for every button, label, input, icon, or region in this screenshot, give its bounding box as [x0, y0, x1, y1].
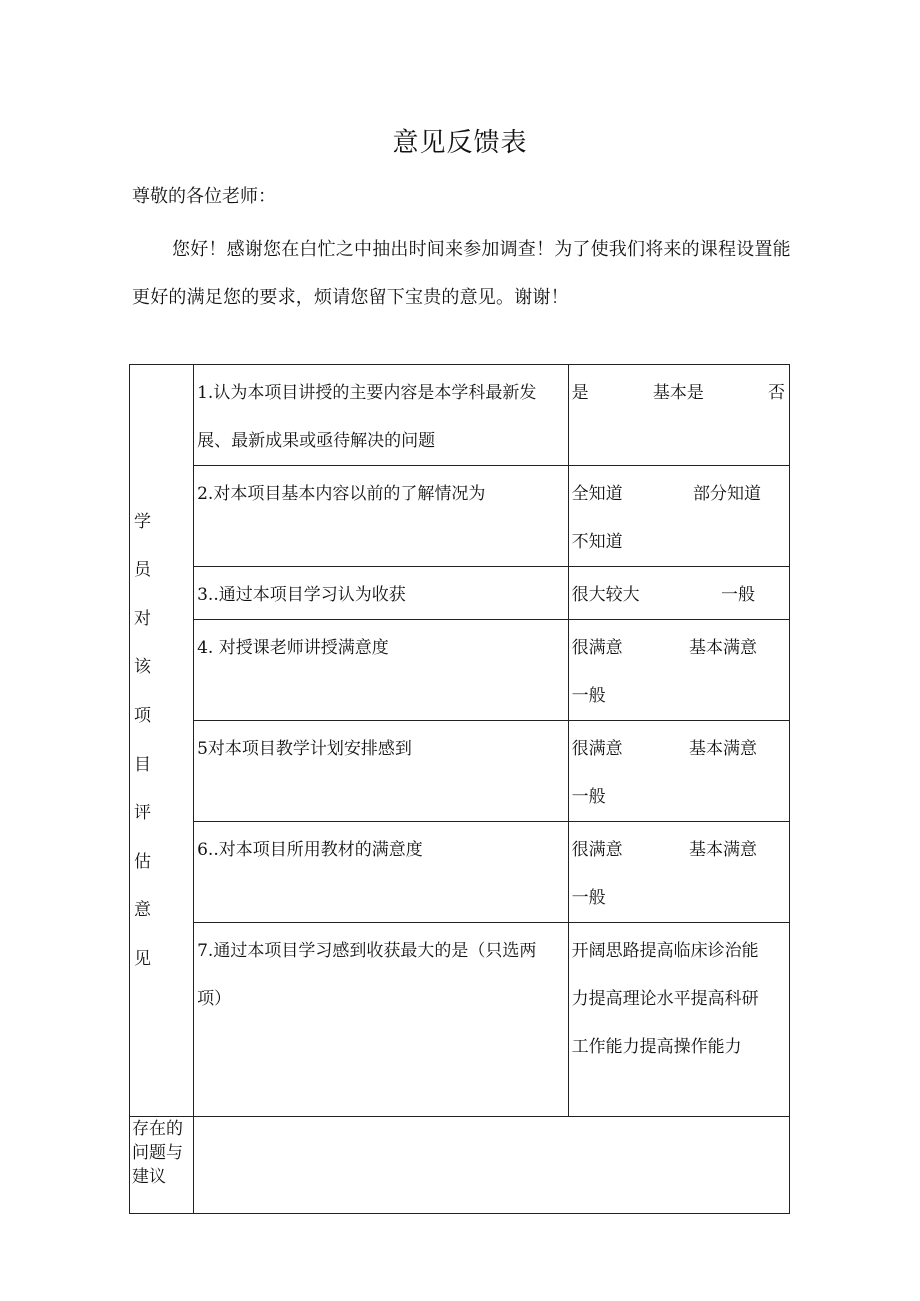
option[interactable]: 较大: [605, 585, 640, 605]
option[interactable]: 基本是: [652, 383, 704, 403]
option[interactable]: 一般: [571, 888, 606, 908]
answer-options-3[interactable]: [568, 567, 789, 620]
question-3: 3..通过本项目学习认为收获: [194, 567, 569, 620]
section-label-char: 意: [134, 900, 151, 921]
greeting: 尊敬的各位老师：: [132, 186, 276, 207]
option[interactable]: 开阔思路: [571, 941, 640, 961]
answer-options-2[interactable]: [568, 466, 789, 567]
question-row: [130, 365, 790, 466]
option[interactable]: 不知道: [571, 532, 623, 552]
section-label-char: 见: [134, 948, 151, 969]
option[interactable]: 基本满意: [689, 739, 757, 759]
question-6: 6..对本项目所用教材的满意度: [194, 822, 569, 923]
question-4: 4. 对授课老师讲授满意度: [194, 620, 569, 721]
section-label-char: 对: [134, 608, 151, 629]
question-7: 7.通过本项目学习感到收获最大的是（只选两项）: [194, 923, 569, 1117]
option[interactable]: 提高科研工作能力: [571, 989, 759, 1057]
section-label-char: 目: [134, 754, 151, 775]
section-label-char: 员: [134, 560, 151, 581]
option[interactable]: 很满意: [571, 840, 623, 860]
question-row: [130, 466, 790, 567]
option[interactable]: 部分知道: [693, 484, 761, 504]
issues-label: 存在的问题与建议: [130, 1117, 194, 1214]
feedback-table: [129, 364, 790, 1214]
section-label-char: 评: [134, 803, 151, 824]
option[interactable]: 很满意: [571, 739, 623, 759]
option[interactable]: 提高理论水平: [588, 989, 691, 1009]
option[interactable]: 是: [571, 383, 589, 403]
question-2: 2.对本项目基本内容以前的了解情况为: [194, 466, 569, 567]
question-row: [130, 567, 790, 620]
question-row: [130, 721, 790, 822]
option[interactable]: 全知道: [571, 484, 623, 504]
option[interactable]: 很大: [571, 585, 606, 605]
issues-row: [130, 1117, 790, 1214]
section-label: [130, 365, 194, 1117]
option[interactable]: 很满意: [571, 638, 623, 658]
option[interactable]: 一般: [571, 686, 606, 706]
answer-options-5[interactable]: [568, 721, 789, 822]
question-row: [130, 923, 790, 1117]
answer-options-7[interactable]: [568, 923, 789, 1117]
option[interactable]: 提高操作能力: [639, 1037, 742, 1057]
question-5: 5对本项目教学计划安排感到: [194, 721, 569, 822]
section-label-char: 学: [134, 511, 151, 532]
option[interactable]: 提高临床诊治能力: [571, 941, 759, 1009]
intro-paragraph: 您好！感谢您在白忙之中抽出时间来参加调查！为了使我们将来的课程设置能更好的满足您的要求，烦请您留下宝贵的意见。谢谢！: [132, 239, 791, 308]
answer-options-4[interactable]: [568, 620, 789, 721]
issues-input-area[interactable]: [194, 1117, 790, 1214]
question-row: [130, 822, 790, 923]
option[interactable]: 基本满意: [689, 638, 757, 658]
section-label-char: 估: [134, 851, 151, 872]
option[interactable]: 一般: [571, 787, 606, 807]
option[interactable]: 一般: [721, 585, 755, 605]
option[interactable]: 否: [768, 383, 785, 403]
section-label-char: 该: [134, 657, 151, 678]
question-row: [130, 620, 790, 721]
section-label-char: 项: [134, 705, 151, 726]
option[interactable]: 基本满意: [689, 840, 757, 860]
form-title: 意见反馈表: [392, 128, 528, 158]
answer-options-6[interactable]: [568, 822, 789, 923]
question-1: 1.认为本项目讲授的主要内容是本学科最新发展、最新成果或亟待解决的问题: [194, 365, 569, 466]
answer-options-1[interactable]: [568, 365, 789, 466]
